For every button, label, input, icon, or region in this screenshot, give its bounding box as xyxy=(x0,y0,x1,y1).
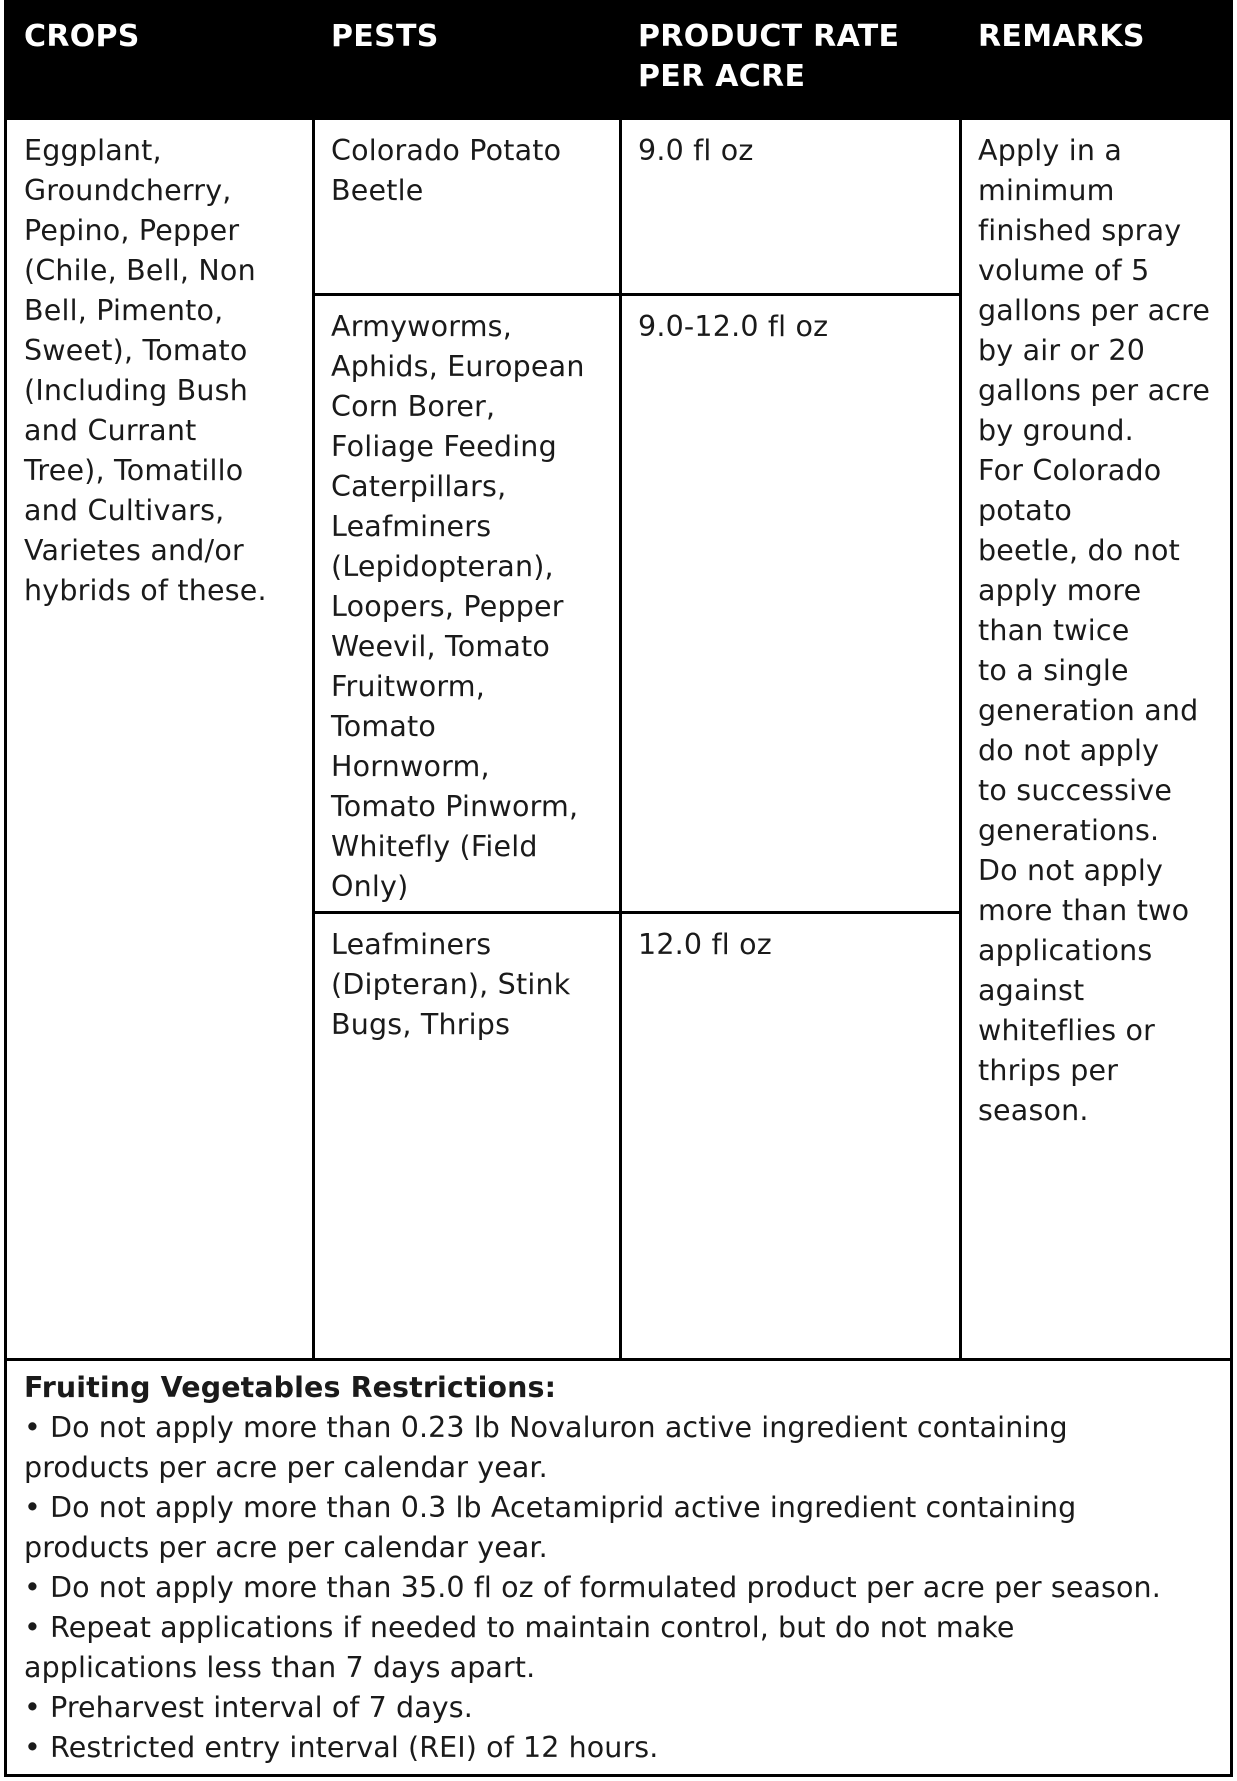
header-crops: CROPS xyxy=(24,19,140,54)
divider-crops-pests xyxy=(312,120,315,1360)
crops-cell: Eggplant, Groundcherry, Pepino, Pepper (Chile, Bell, Non Bell, Pimento, Sweet), Tomato (Including Bush and Currant Tree), Tomatillo and Cultivars, Varietes and/or hybrids of these. xyxy=(24,134,267,607)
pests-cell-row-2: Armyworms, Aphids, European Corn Borer, Foliage Feeding Caterpillars, Leafminers (Lepidopteran), Loopers, Pepper Weevil, Tomato Fruitworm, Tomato Hornworm, Tomato Pinworm, Whitefly (Field Only) xyxy=(331,310,585,903)
rate-cell-row-2: 9.0-12.0 fl oz xyxy=(638,310,829,343)
restriction-item: • Do not apply more than 0.3 lb Acetamiprid active ingredient containing products per acre per calendar year. xyxy=(24,1491,1077,1564)
rate-cell-row-1: 9.0 fl oz xyxy=(638,134,754,167)
row-divider-2 xyxy=(312,911,962,914)
rate-cell-row-3: 12.0 fl oz xyxy=(638,928,772,961)
restriction-item: • Repeat applications if needed to maintain control, but do not make applications less than 7 days apart. xyxy=(24,1611,1015,1684)
restriction-item: • Restricted entry interval (REI) of 12 hours. xyxy=(24,1731,659,1764)
header-remarks: REMARKS xyxy=(978,19,1145,54)
restrictions-title: Fruiting Vegetables Restrictions: xyxy=(24,1371,557,1404)
restriction-item: • Preharvest interval of 7 days. xyxy=(24,1691,473,1724)
restrictions-section xyxy=(24,1368,1219,1768)
header-product-rate: PRODUCT RATE PER ACRE xyxy=(638,19,900,94)
remarks-cell: Apply in a minimum finished spray volume of 5 gallons per acre by air or 20 gallons per acre by ground. For Colorado potato beetle, do not apply more than twice to a single generation and do not apply to successive generations. Do not apply more than two applications against whiteflies or thrips per season. xyxy=(978,134,1211,1127)
divider-pests-rate xyxy=(619,120,622,1360)
label-table xyxy=(4,0,1233,1777)
divider-rate-remarks xyxy=(959,120,962,1360)
row-divider-1 xyxy=(312,293,962,296)
pests-cell-row-1: Colorado Potato Beetle xyxy=(331,134,562,207)
restriction-item: • Do not apply more than 0.23 lb Novaluron active ingredient containing products per acre per calendar year. xyxy=(24,1411,1068,1484)
table-header xyxy=(7,3,1230,120)
restrictions-divider xyxy=(7,1358,1230,1361)
restriction-item: • Do not apply more than 35.0 fl oz of formulated product per acre per season. xyxy=(24,1571,1161,1604)
header-pests: PESTS xyxy=(331,19,439,54)
pests-cell-row-3: Leafminers (Dipteran), Stink Bugs, Thrips xyxy=(331,928,571,1041)
